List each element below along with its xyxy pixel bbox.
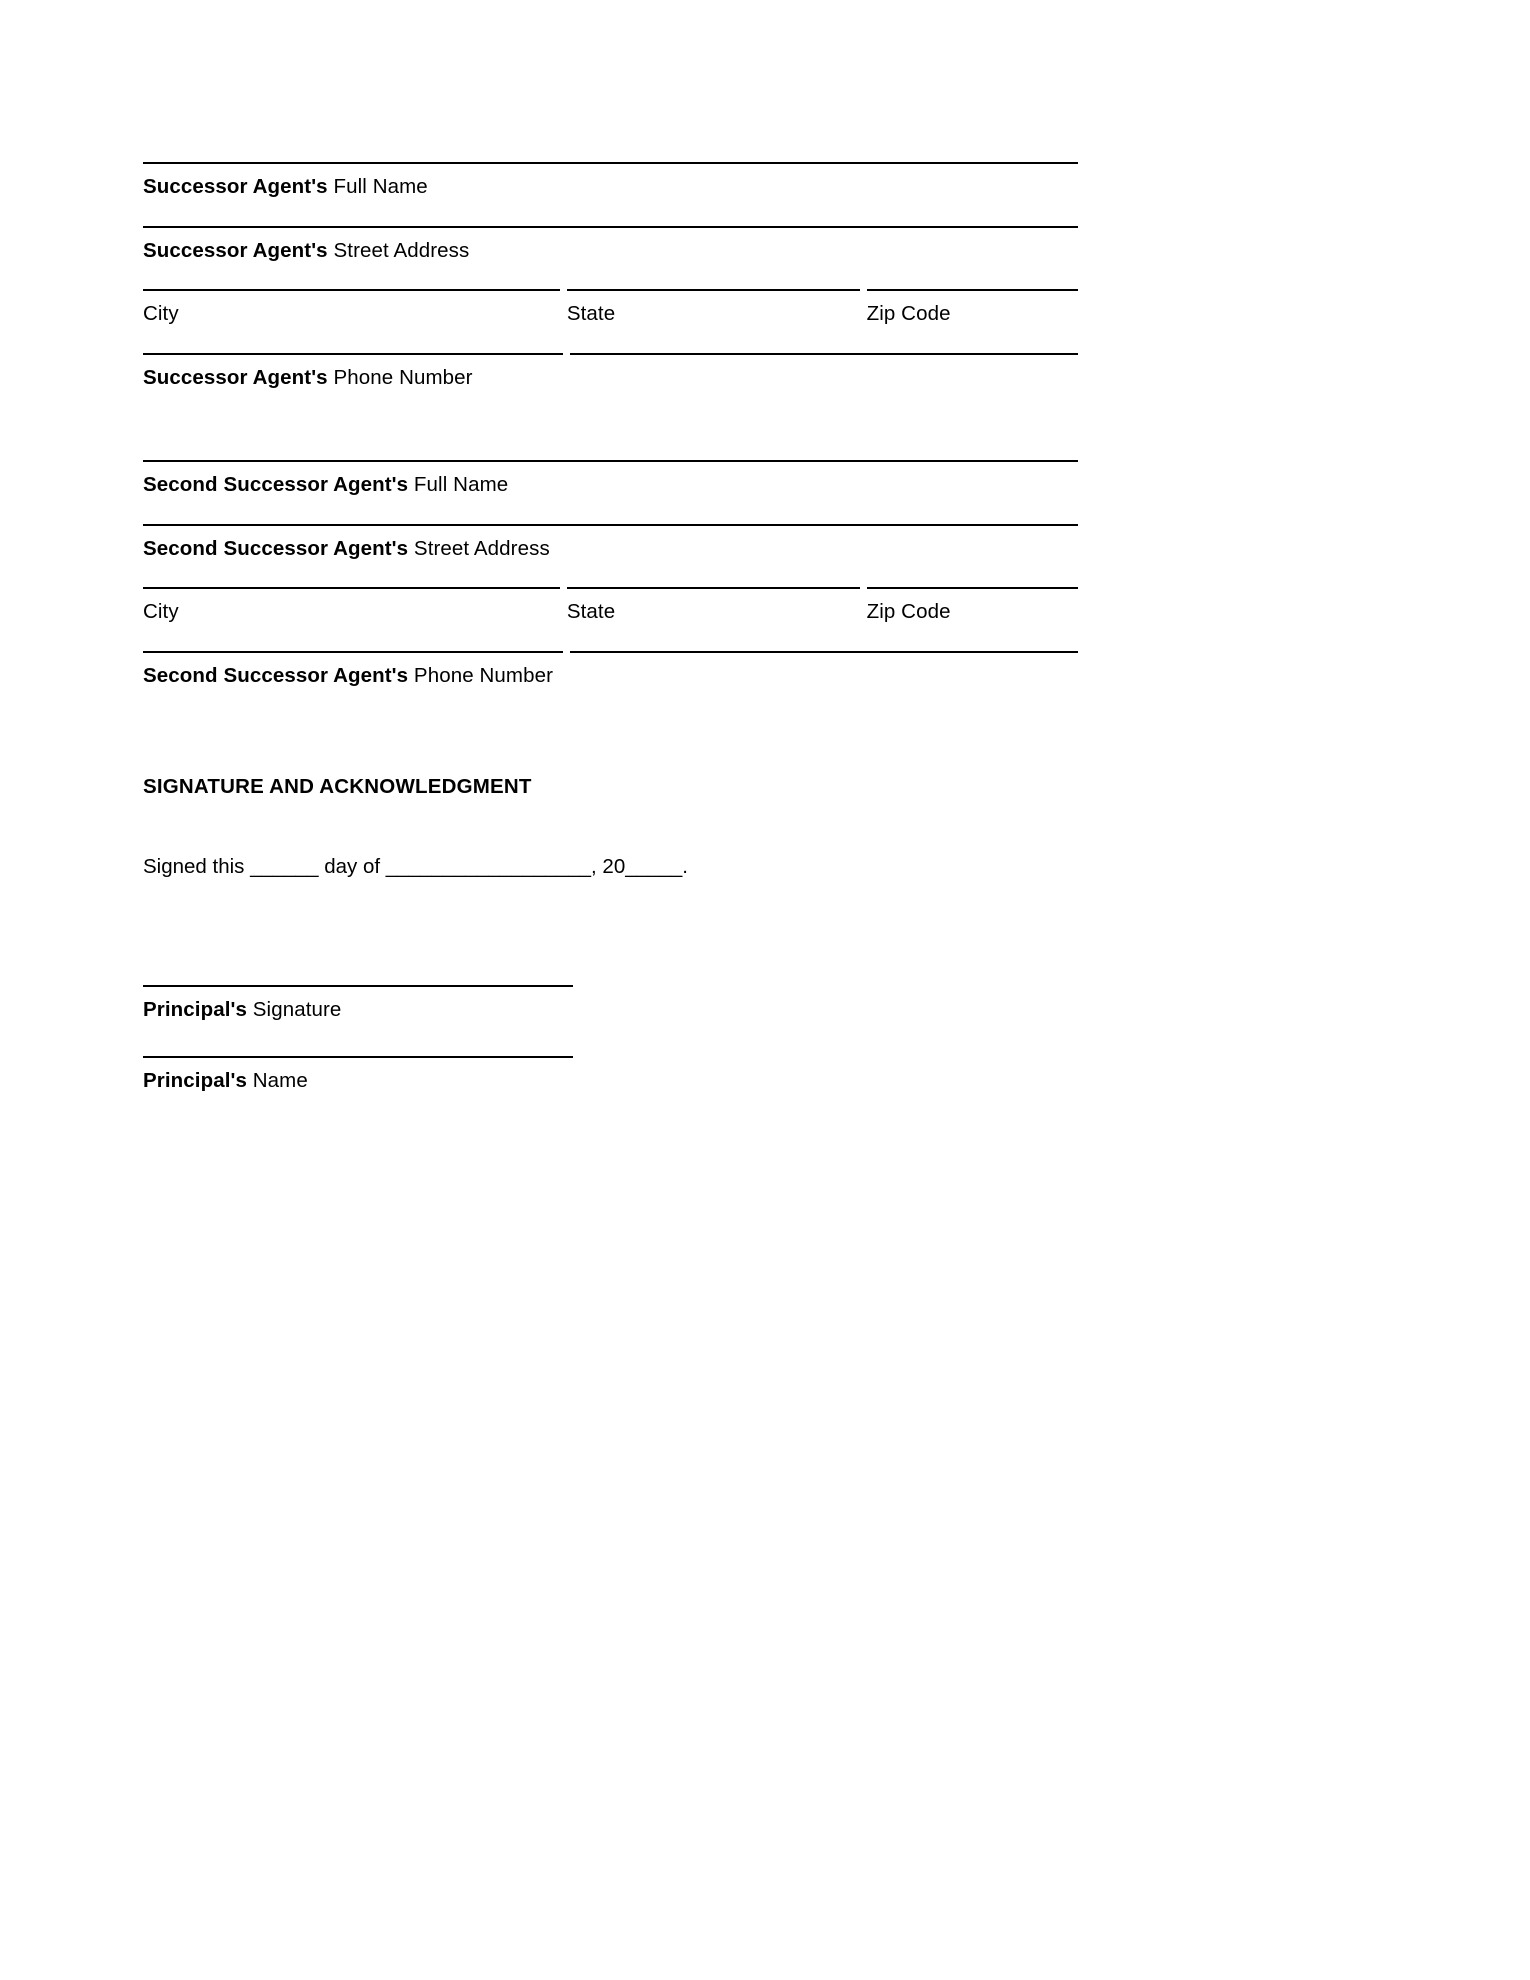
field-successor-agent-zip[interactable] <box>867 289 1078 325</box>
field-second-successor-agent-full-name[interactable] <box>143 460 1078 496</box>
caption-rest: Full Name <box>327 175 428 198</box>
signed-date-statement[interactable] <box>143 855 688 880</box>
spacer <box>143 325 1078 353</box>
caption-rest: Full Name <box>408 473 509 496</box>
caption-bold: Second Successor Agent's <box>143 663 409 687</box>
field-caption <box>143 355 563 389</box>
signed-date-text <box>143 855 688 880</box>
field-caption <box>143 1058 573 1092</box>
field-caption: State <box>566 302 616 325</box>
field-successor-agent-city[interactable] <box>143 289 560 325</box>
field-successor-agent-phone[interactable] <box>143 353 563 389</box>
field-successor-agent-full-name[interactable] <box>143 162 1078 198</box>
field-successor-agent-phone-extension[interactable] <box>570 353 1078 389</box>
caption-bold: Second Successor Agent's <box>143 536 409 560</box>
caption-bold: Successor Agent's <box>143 365 328 389</box>
field-principal-name[interactable] <box>143 1056 573 1092</box>
field-rule <box>570 353 1078 355</box>
field-successor-agent-street-address[interactable] <box>143 226 1078 262</box>
field-caption: City <box>143 600 179 623</box>
field-group-successor-agent-phone <box>143 353 1078 389</box>
field-second-successor-agent-city[interactable] <box>143 587 560 623</box>
field-group-second-successor-agent-phone <box>143 651 1078 687</box>
spacer <box>143 623 1078 651</box>
field-second-successor-agent-state[interactable] <box>567 587 860 623</box>
spacer <box>143 559 1078 587</box>
spacer <box>143 496 1078 524</box>
field-caption <box>143 228 1078 262</box>
caption-bold: Principal's <box>143 1069 247 1092</box>
field-second-successor-agent-phone-extension[interactable] <box>570 651 1078 687</box>
field-caption: City <box>143 302 179 325</box>
field-caption: State <box>566 600 616 623</box>
caption-rest: Street Address <box>327 238 470 262</box>
caption-rest: Phone Number <box>408 663 554 687</box>
field-caption <box>143 987 573 1021</box>
field-caption: Zip Code <box>866 600 951 623</box>
field-caption <box>143 462 1078 496</box>
signature-section-heading: SIGNATURE AND ACKNOWLEDGMENT <box>143 775 532 798</box>
field-rule <box>570 651 1078 653</box>
signed-part-1: Signed this <box>143 855 251 878</box>
caption-bold: Successor Agent's <box>143 238 328 262</box>
field-group-second-successor-agent-city-state-zip <box>143 587 1078 623</box>
field-caption <box>143 164 1078 198</box>
signed-part-2: day of <box>318 855 386 878</box>
field-caption <box>143 653 563 687</box>
caption-rest: Phone Number <box>327 365 473 389</box>
field-successor-agent-state[interactable] <box>567 289 860 325</box>
signed-blank-month[interactable]: __________________ <box>385 855 592 878</box>
caption-bold: Principal's <box>143 998 247 1021</box>
field-group-successor-agent-city-state-zip <box>143 289 1078 325</box>
field-caption <box>143 526 1078 560</box>
signed-blank-day[interactable]: ______ <box>250 855 319 878</box>
field-second-successor-agent-street-address[interactable] <box>143 524 1078 560</box>
form-content <box>143 162 1078 686</box>
signed-part-4: . <box>682 855 688 878</box>
signed-part-3: , 20 <box>591 855 626 878</box>
field-principal-signature[interactable] <box>143 985 573 1021</box>
field-caption: Zip Code <box>866 302 951 325</box>
spacer <box>143 261 1078 289</box>
caption-bold: Second Successor Agent's <box>143 473 409 496</box>
caption-rest: Signature <box>246 998 342 1021</box>
caption-rest: Street Address <box>408 536 550 560</box>
signed-blank-year[interactable]: _____ <box>625 855 683 878</box>
caption-rest: Name <box>246 1069 308 1092</box>
spacer <box>143 198 1078 226</box>
caption-bold: Successor Agent's <box>143 175 328 198</box>
spacer <box>143 388 1078 460</box>
field-second-successor-agent-zip[interactable] <box>867 587 1078 623</box>
field-second-successor-agent-phone[interactable] <box>143 651 563 687</box>
